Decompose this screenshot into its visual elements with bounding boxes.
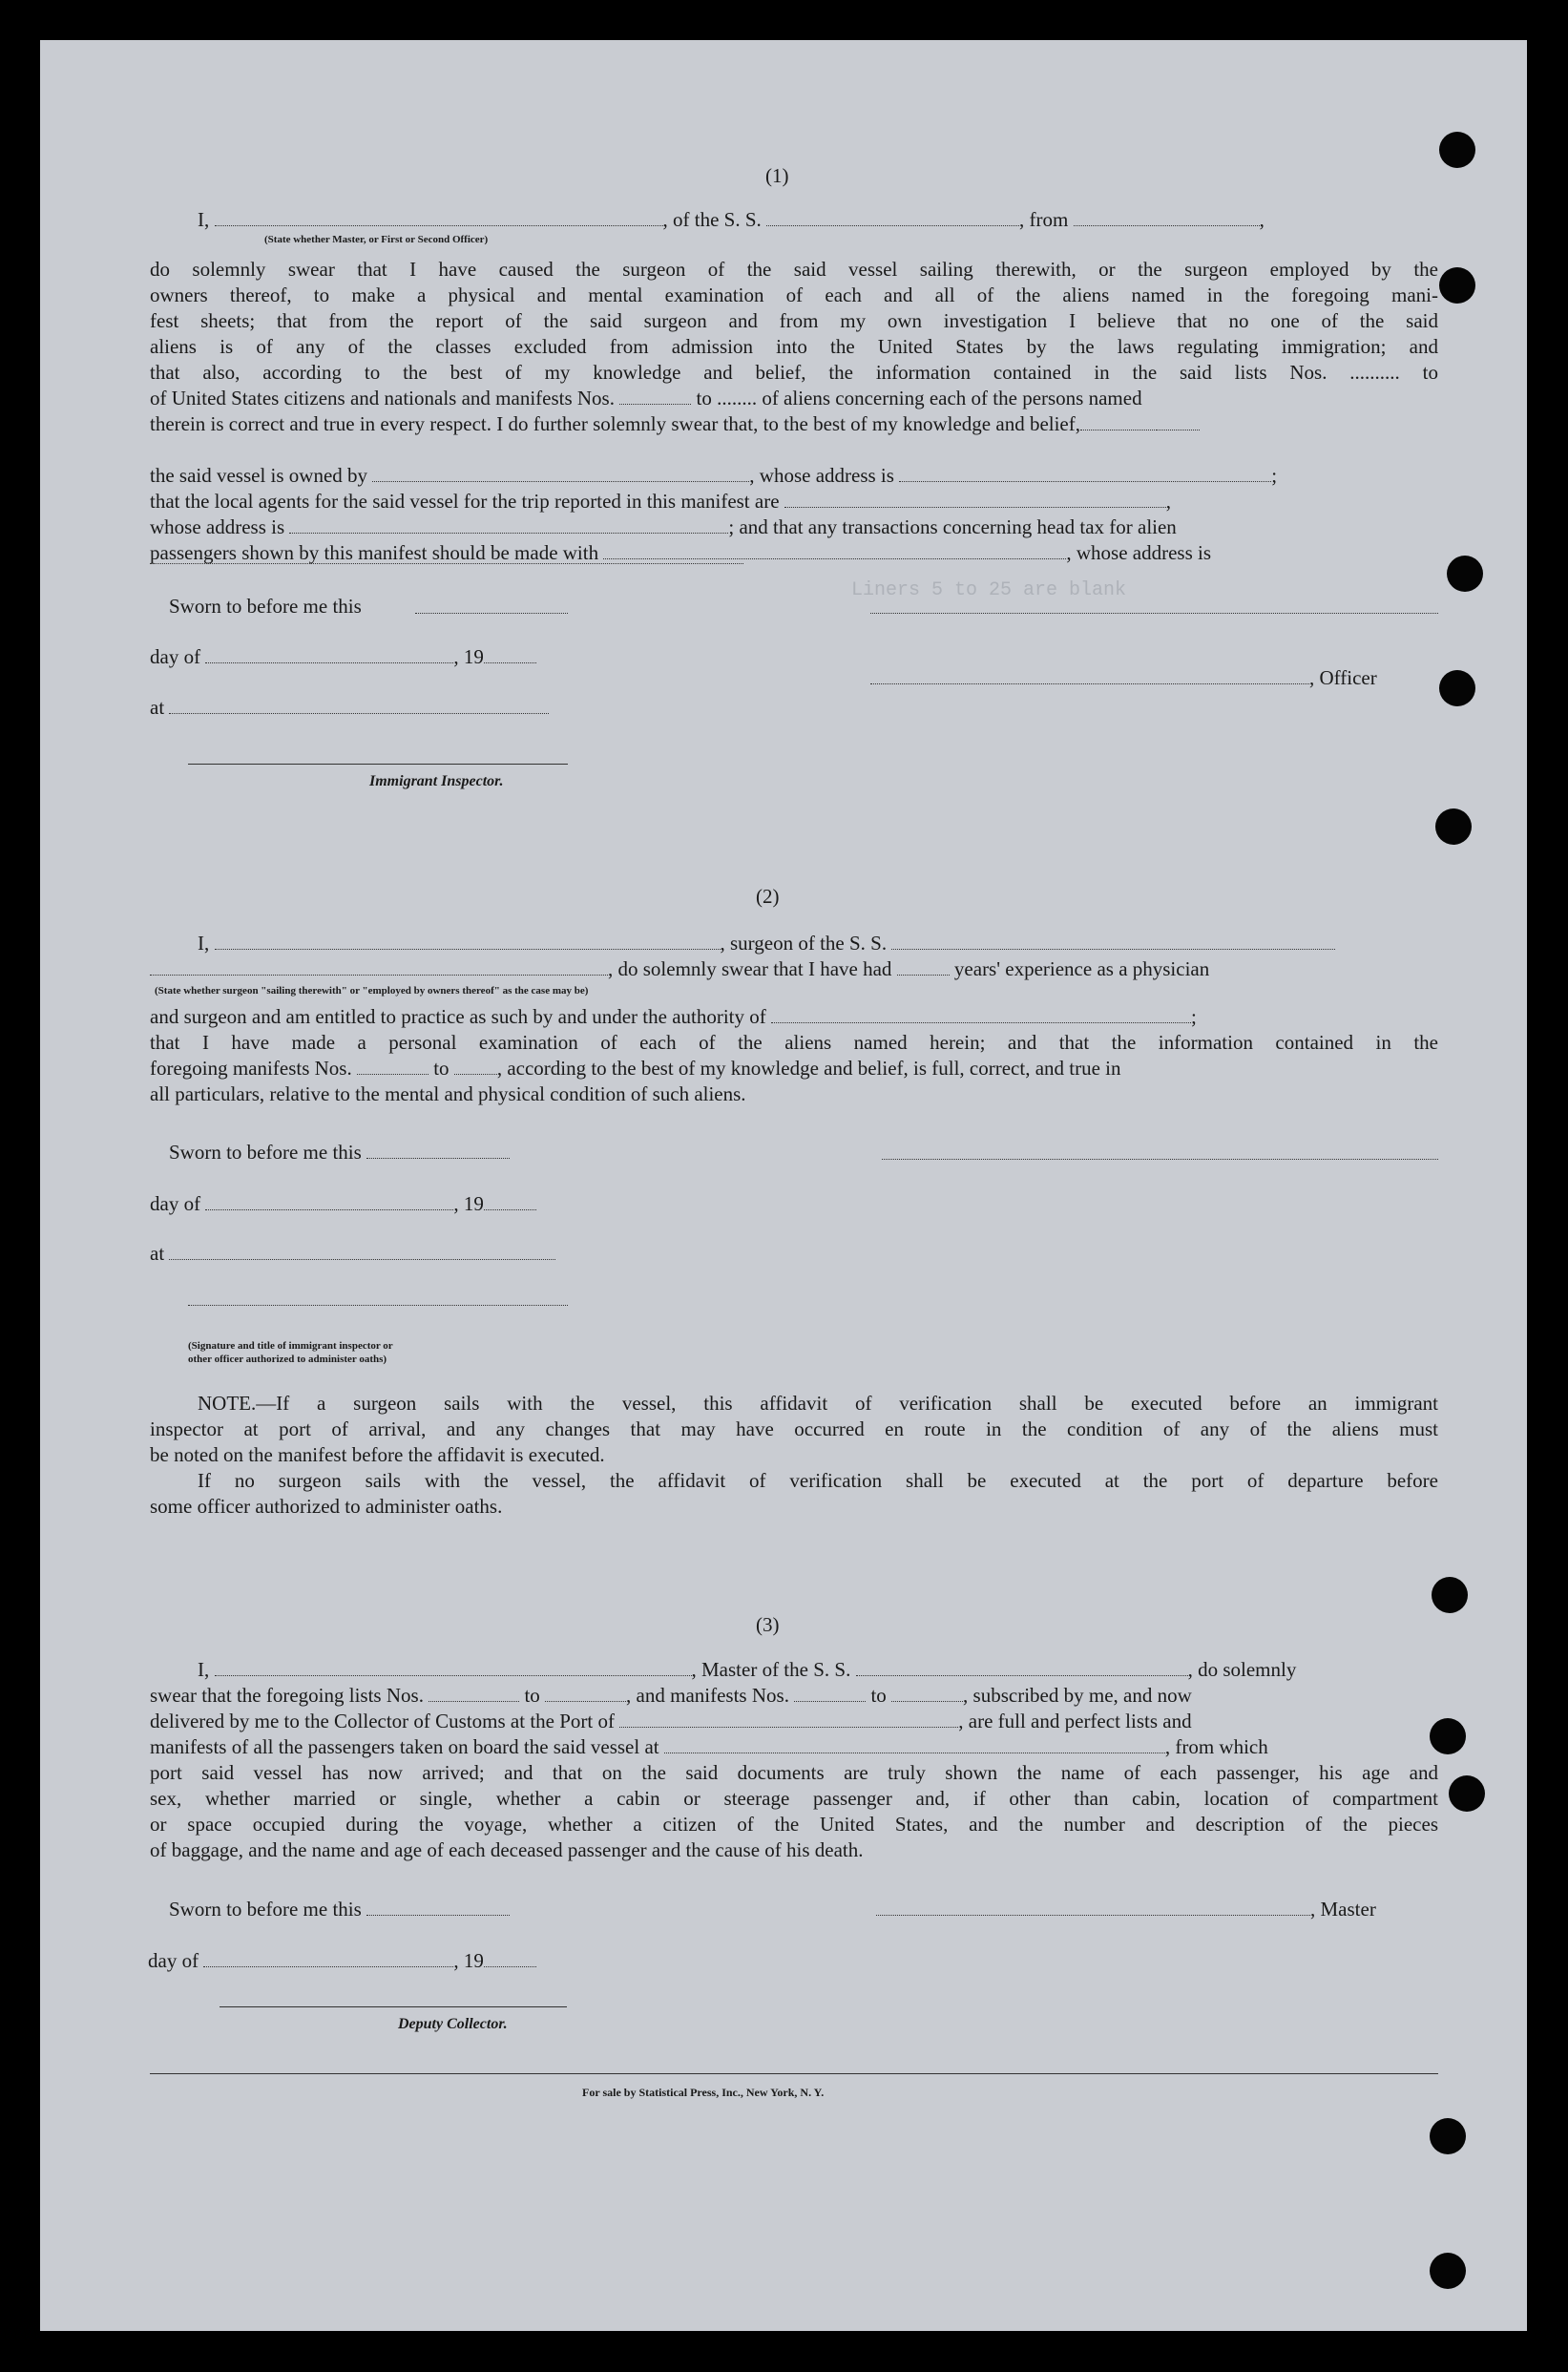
section-1-heading: (1) [765, 164, 789, 187]
form-page [40, 40, 1527, 2331]
s1-p1: do solemnly swear that I have caused the surgeon of the said vessel sailing therewith, or the surgeon employed by the [150, 258, 1438, 281]
s3-line-4: manifests of all the passengers taken on board the said vessel at , from which [150, 1735, 1268, 1758]
s1-p10: that the local agents for the said vessel for the trip reported in this manifest are , [150, 490, 1172, 513]
note-p2: inspector at port of arrival, and any changes that may have occurred en route in the condition of any of the aliens must [150, 1417, 1438, 1440]
s3-deputy: Deputy Collector. [398, 2016, 508, 2032]
s1-p3: fest sheets; that from the report of the said surgeon and from my own investigation I believe that no one of the said [150, 309, 1438, 332]
s2-line-4: that I have made a personal examination of each of the aliens named herein; and that the information contained in the [150, 1031, 1438, 1054]
s2-sworn: Sworn to before me this [169, 1140, 510, 1165]
s2-sig-note-2: other officer authorized to administer oaths) [188, 1354, 387, 1365]
s2-line-3: and surgeon and am entitled to practice as such by and under the authority of ; [150, 1005, 1197, 1028]
punch-hole [1430, 2118, 1466, 2154]
s2-surgeon-note: (State whether surgeon "sailing therewith" or "employed by owners thereof" as the case may be) [155, 985, 589, 997]
printer-footer: For sale by Statistical Press, Inc., New York, N. Y. [582, 2086, 825, 2099]
note-p1: NOTE.—If a surgeon sails with the vessel, this affidavit of verification shall be executed before an immigrant [198, 1392, 1438, 1415]
s3-line-8: of baggage, and the name and age of each deceased passenger and the cause of his death. [150, 1838, 864, 1861]
note-p3: be noted on the manifest before the affidavit is executed. [150, 1443, 605, 1466]
s3-sworn: Sworn to before me this [169, 1897, 510, 1921]
s1-line-1: I, , of the S. S. , from , [198, 208, 1265, 231]
s1-p5: that also, according to the best of my knowledge and belief, the information contained in the said lists Nos. .......... to [150, 361, 1438, 384]
punch-hole [1432, 1577, 1468, 1613]
section-2-heading: (2) [756, 885, 780, 908]
s1-inspector: Immigrant Inspector. [369, 773, 504, 789]
s1-p12: passengers shown by this manifest should be made with , whose address is [150, 541, 1212, 564]
s1-p6: of United States citizens and nationals and manifests Nos. to ........ of aliens concerning each of the persons named [150, 387, 1142, 409]
note-p4: If no surgeon sails with the vessel, the affidavit of verification shall be executed at the port of departure before [198, 1469, 1438, 1492]
punch-hole [1439, 267, 1475, 304]
s1-sworn: Sworn to before me this [169, 595, 362, 618]
s3-line-5: port said vessel has now arrived; and that on the said documents are truly shown the name of each passenger, his age and [150, 1761, 1438, 1784]
s1-at: at [150, 695, 549, 720]
section-3-heading: (3) [756, 1613, 780, 1636]
s3-line-2: swear that the foregoing lists Nos. to , and manifests Nos. to , subscribed by me, and now [150, 1684, 1192, 1707]
s2-line-1: I, , surgeon of the S. S. [198, 931, 1335, 955]
punch-hole [1447, 556, 1483, 592]
s2-line-6: all particulars, relative to the mental and physical condition of such aliens. [150, 1082, 746, 1105]
bleed-through-text: Liners 5 to 25 are blank [851, 579, 1127, 601]
punch-hole [1430, 2253, 1466, 2289]
s1-day: day of , 19 [150, 644, 536, 669]
s3-line-6: sex, whether married or single, whether a cabin or steerage passenger and, if other than cabin, location of compartment [150, 1787, 1438, 1810]
s1-p9: the said vessel is owned by , whose address is ; [150, 464, 1278, 487]
punch-hole [1430, 1718, 1466, 1754]
punch-hole [1435, 808, 1472, 845]
s3-line-1: I, , Master of the S. S. , do solemnly [198, 1658, 1297, 1681]
s3-master-sig: , Master [876, 1897, 1376, 1921]
punch-hole [1439, 670, 1475, 706]
s2-line-2: , do solemnly swear that I have had years' experience as a physician [150, 956, 1209, 981]
s3-line-3: delivered by me to the Collector of Customs at the Port of , are full and perfect lists and [150, 1710, 1192, 1732]
s3-line-7: or space occupied during the voyage, whether a citizen of the United States, and the number and description of the pieces [150, 1813, 1438, 1836]
s3-day: day of , 19 [148, 1948, 536, 1973]
note-p5: some officer authorized to administer oaths. [150, 1495, 503, 1518]
s2-at: at [150, 1241, 555, 1266]
s1-p4: aliens is of any of the classes excluded from admission into the United States by the laws regulating immigration; and [150, 335, 1438, 358]
s2-sig-note-1: (Signature and title of immigrant inspector or [188, 1340, 393, 1352]
s1-officer-note: (State whether Master, or First or Second Officer) [264, 234, 489, 245]
s1-officer-sig: , Officer [870, 665, 1377, 690]
s1-p7: therein is correct and true in every respect. I do further solemnly swear that, to the best of my knowledge and belief, [150, 411, 1200, 436]
s2-day: day of , 19 [150, 1191, 536, 1216]
s2-line-5: foregoing manifests Nos. to , according to the best of my knowledge and belief, is full, correct, and true in [150, 1057, 1121, 1080]
punch-hole [1449, 1775, 1485, 1812]
s1-p2: owners thereof, to make a physical and mental examination of each and all of the aliens named in the foregoing mani- [150, 283, 1438, 306]
punch-hole [1439, 132, 1475, 168]
s1-p11: whose address is ; and that any transactions concerning head tax for alien [150, 515, 1177, 538]
